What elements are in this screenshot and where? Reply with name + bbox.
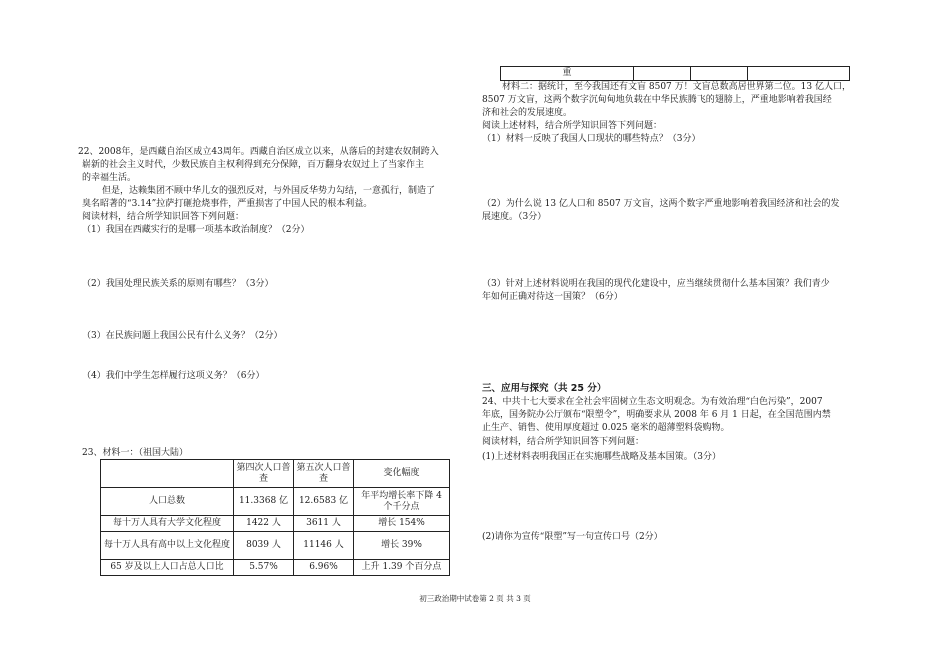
q23-question-2-line-2: 展速度。（3分） bbox=[482, 212, 547, 222]
q22-para2-line-1: 但是，达赖集团不顾中华儿女的强烈反对，与外国反华势力勾结，一意孤行，制造了 bbox=[102, 186, 436, 196]
table-cell: 12.6583 亿 bbox=[294, 488, 354, 516]
table-header-cell: 变化幅度 bbox=[354, 460, 450, 488]
q22-question-2: （2）我国处理民族关系的原则有哪些？（3分） bbox=[82, 279, 274, 289]
table-cell: 11146 人 bbox=[294, 532, 354, 560]
q23-question-3-line-1: （3）针对上述材料说明在我国的现代化建设中，应当继续贯彻什么基本国策？我们青少 bbox=[482, 279, 830, 289]
page-footer: 初三政治期中试卷第 2 页 共 3 页 bbox=[419, 594, 531, 603]
material2-line-1: 材料二：据统计，至今我国还有文盲 8507 万！文盲总数高居世界第二位。13 亿人口， bbox=[502, 82, 851, 92]
table-cell bbox=[748, 67, 850, 81]
q22-instruction: 阅读材料，结合所学知识回答下列问题： bbox=[82, 212, 245, 222]
table-cell: 65 岁及以上人口占总人口比 bbox=[101, 560, 234, 576]
q23-question-1: （1）材料一反映了我国人口现状的哪些特点？（3分） bbox=[482, 134, 701, 144]
table-cell: 增长 154% bbox=[354, 516, 450, 532]
q22-intro-line-3: 的幸福生活。 bbox=[82, 173, 137, 183]
q23-instruction: 阅读上述材料，结合所学知识回答下列问题： bbox=[482, 121, 663, 131]
table-row bbox=[501, 67, 850, 81]
q24-line-2: 年底，国务院办公厅颁布“限塑令”，明确要求从 2008 年 6 月 1 日起，在全国范围内禁 bbox=[482, 410, 831, 420]
q24-line-3: 止生产、销售、使用厚度超过 0.025 毫米的超薄塑料袋购物。 bbox=[482, 423, 730, 433]
q22-question-1: （1）我国在西藏实行的是哪一项基本政治制度？（2分） bbox=[82, 225, 310, 235]
table-cell: 8039 人 bbox=[234, 532, 294, 560]
section-3-title: 三、应用与探究（共 25 分） bbox=[482, 383, 607, 394]
table-cell: 5.57% bbox=[234, 560, 294, 576]
table-cell: 每十万人具有高中以上文化程度 bbox=[101, 532, 234, 560]
table-header-row bbox=[101, 460, 450, 488]
q23-title: 23、材料一：（祖国大陆） bbox=[82, 448, 188, 458]
table-cell: 1422 人 bbox=[234, 516, 294, 532]
table-cell: 重 bbox=[501, 67, 634, 81]
q22-question-4: （4）我们中学生怎样履行这项义务？（6分） bbox=[82, 371, 265, 381]
q22-question-3: （3）在民族问题上我国公民有什么义务？（2分） bbox=[82, 331, 283, 341]
material2-line-3: 济和社会的发展速度。 bbox=[482, 108, 573, 118]
table-row bbox=[101, 532, 450, 560]
table-cell: 11.3368 亿 bbox=[234, 488, 294, 516]
table-cell: 3611 人 bbox=[294, 516, 354, 532]
table-cell bbox=[691, 67, 748, 81]
table-cell: 上升 1.39 个百分点 bbox=[354, 560, 450, 576]
table-cell: 每十万人具有大学文化程度 bbox=[101, 516, 234, 532]
q24-question-1: (1)上述材料表明我国正在实施哪些战略及基本国策。（3分） bbox=[482, 452, 721, 462]
continued-table-row bbox=[500, 66, 850, 81]
table-cell bbox=[634, 67, 691, 81]
table-cell: 人口总数 bbox=[101, 488, 234, 516]
q23-question-2-line-1: （2）为什么说 13 亿人口和 8507 万文盲，这两个数字严重地影响着我国经济和社会的发 bbox=[482, 199, 840, 209]
population-table bbox=[100, 459, 450, 576]
q24-instruction: 阅读材料，结合所学知识回答下列问题： bbox=[482, 437, 645, 447]
q24-question-2: (2)请你为宣传“限塑”写一句宣传口号（2分） bbox=[482, 532, 663, 542]
material2-line-2: 8507 万文盲，这两个数字沉甸甸地负载在中华民族腾飞的翅膀上，严重地影响着我国经 bbox=[482, 95, 832, 105]
table-row bbox=[101, 516, 450, 532]
table-cell: 年平均增长率下降 4 个千分点 bbox=[354, 488, 450, 516]
table-header-cell bbox=[101, 460, 234, 488]
q24-line-1: 24、中共十七大要求在全社会牢固树立生态文明观念。为有效治理“白色污染”，2007 bbox=[482, 397, 823, 407]
q23-question-3-line-2: 年如何正确对待这一国策？（6分） bbox=[482, 292, 623, 302]
table-header-cell: 第四次人口普查 bbox=[234, 460, 294, 488]
q22-intro-line-1: 22、2008年，是西藏自治区成立43周年。西藏自治区成立以来，从落后的封建农奴制跨入 bbox=[78, 147, 439, 157]
table-header-cell: 第五次人口普查 bbox=[294, 460, 354, 488]
table-row bbox=[101, 488, 450, 516]
table-cell: 6.96% bbox=[294, 560, 354, 576]
q22-para2-line-2: 臭名昭著的“3.14”拉萨打砸抢烧事件，严重损害了中国人民的根本利益。 bbox=[82, 199, 373, 209]
table-cell: 增长 39% bbox=[354, 532, 450, 560]
table-row bbox=[101, 560, 450, 576]
q22-intro-line-2: 崭新的社会主义时代，少数民族自主权利得到充分保障，百万翻身农奴过上了当家作主 bbox=[82, 160, 425, 170]
